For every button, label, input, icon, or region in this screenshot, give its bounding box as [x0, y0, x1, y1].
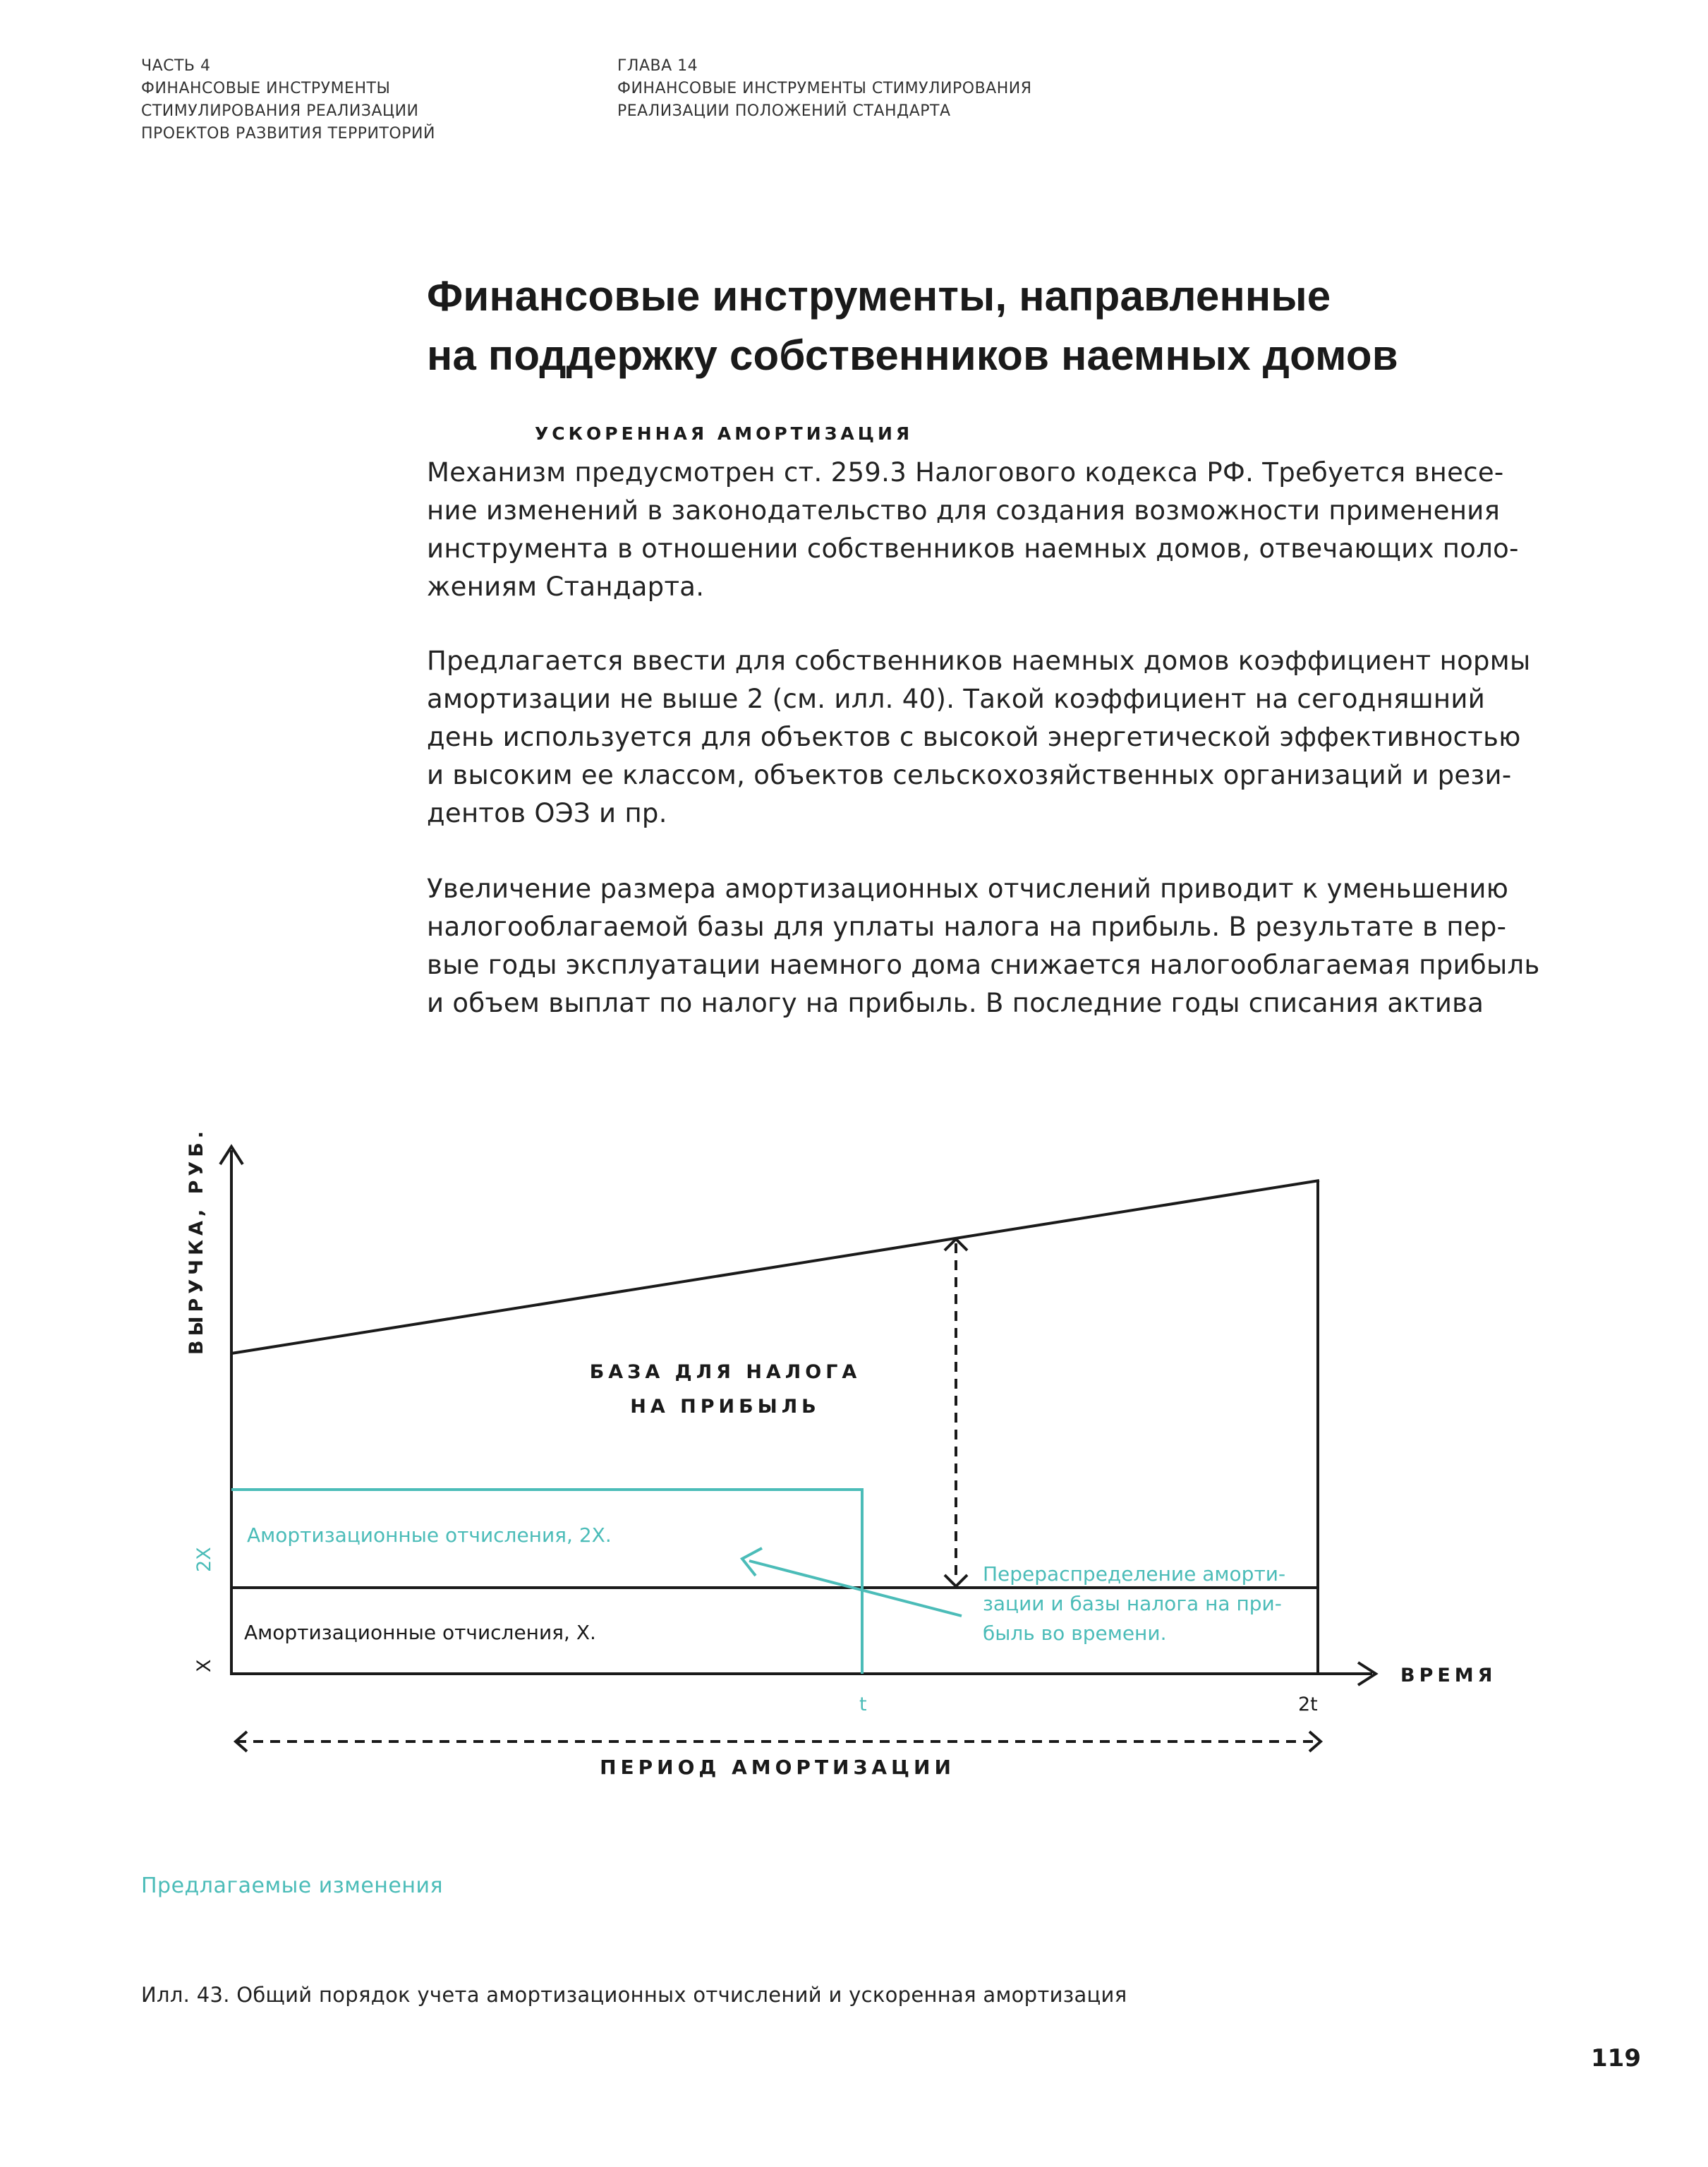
- text-line: амортизации не выше 2 (см. илл. 40). Такой коэффициент на сегодняшний: [427, 684, 1486, 714]
- text-line: ние изменений в законодательство для создания возможности применения: [427, 495, 1501, 526]
- tax-base-label: НА ПРИБЫЛЬ: [630, 1396, 820, 1418]
- text-line: и объем выплат по налогу на прибыль. В последние годы списания актива: [427, 988, 1484, 1018]
- header-line: ГЛАВА 14: [617, 57, 698, 75]
- page-number: 119: [1591, 2044, 1641, 2072]
- text-line: Увеличение размера амортизационных отчислений приводит к уменьшению: [427, 874, 1509, 904]
- figure-caption: Илл. 43. Общий порядок учета амортизационных отчислений и ускоренная амортизация: [141, 1983, 1127, 2007]
- y-tick-x: X: [193, 1659, 215, 1672]
- text-line: вые годы эксплуатации наемного дома снижается налогооблагаемая прибыль: [427, 950, 1540, 980]
- text-line: день используется для объектов с высокой энергетической эффективностью: [427, 722, 1521, 752]
- text-line: Предлагается ввести для собственников наемных домов коэффициент нормы: [427, 646, 1531, 676]
- text-line: инструмента в отношении собственников наемных домов, отвечающих поло-: [427, 533, 1519, 564]
- period-label: ПЕРИОД АМОРТИЗАЦИИ: [600, 1756, 955, 1779]
- accelerated-amortization-label: Амортизационные отчисления, 2X.: [247, 1523, 612, 1547]
- header-line: ЧАСТЬ 4: [141, 57, 211, 75]
- title-line: на поддержку собственников наемных домов: [427, 332, 1398, 379]
- text-line: и высоким ее классом, объектов сельскохозяйственных организаций и рези-: [427, 760, 1512, 790]
- redistribution-label: быль во времени.: [983, 1622, 1167, 1645]
- header-line: ФИНАНСОВЫЕ ИНСТРУМЕНТЫ: [141, 80, 391, 97]
- y-tick-2x: 2X: [193, 1547, 215, 1572]
- header-line: ПРОЕКТОВ РАЗВИТИЯ ТЕРРИТОРИЙ: [141, 125, 435, 143]
- x-axis-label: ВРЕМЯ: [1400, 1665, 1497, 1686]
- x-tick-2t: 2t: [1298, 1694, 1318, 1715]
- text-line: жениям Стандарта.: [427, 572, 705, 602]
- header-line: РЕАЛИЗАЦИИ ПОЛОЖЕНИЙ СТАНДАРТА: [617, 102, 951, 120]
- text-line: дентов ОЭЗ и пр.: [427, 798, 667, 828]
- revenue-line: [231, 1181, 1319, 1353]
- y-axis-label: ВЫРУЧКА, РУБ.: [186, 1126, 207, 1355]
- standard-amortization-label: Амортизационные отчисления, X.: [244, 1621, 596, 1644]
- header-line: СТИМУЛИРОВАНИЯ РЕАЛИЗАЦИИ: [141, 102, 419, 120]
- section-heading: УСКОРЕННАЯ АМОРТИЗАЦИЯ: [535, 423, 914, 444]
- text-line: налогооблагаемой базы для уплаты налога на прибыль. В результате в пер-: [427, 912, 1507, 942]
- legend-note: Предлагаемые изменения: [141, 1873, 444, 1898]
- accelerated-amortization-block: [231, 1490, 862, 1674]
- x-tick-t: t: [859, 1694, 867, 1715]
- header-line: ФИНАНСОВЫЕ ИНСТРУМЕНТЫ СТИМУЛИРОВАНИЯ: [617, 80, 1032, 97]
- tax-base-label: БАЗА ДЛЯ НАЛОГА: [589, 1361, 861, 1383]
- redistribution-label: Перераспределение аморти-: [983, 1562, 1286, 1586]
- text-line: Механизм предусмотрен ст. 259.3 Налогового кодекса РФ. Требуется внесе-: [427, 457, 1504, 488]
- title-line: Финансовые инструменты, направленные: [427, 272, 1331, 320]
- redistribution-label: зации и базы налога на при-: [983, 1592, 1282, 1615]
